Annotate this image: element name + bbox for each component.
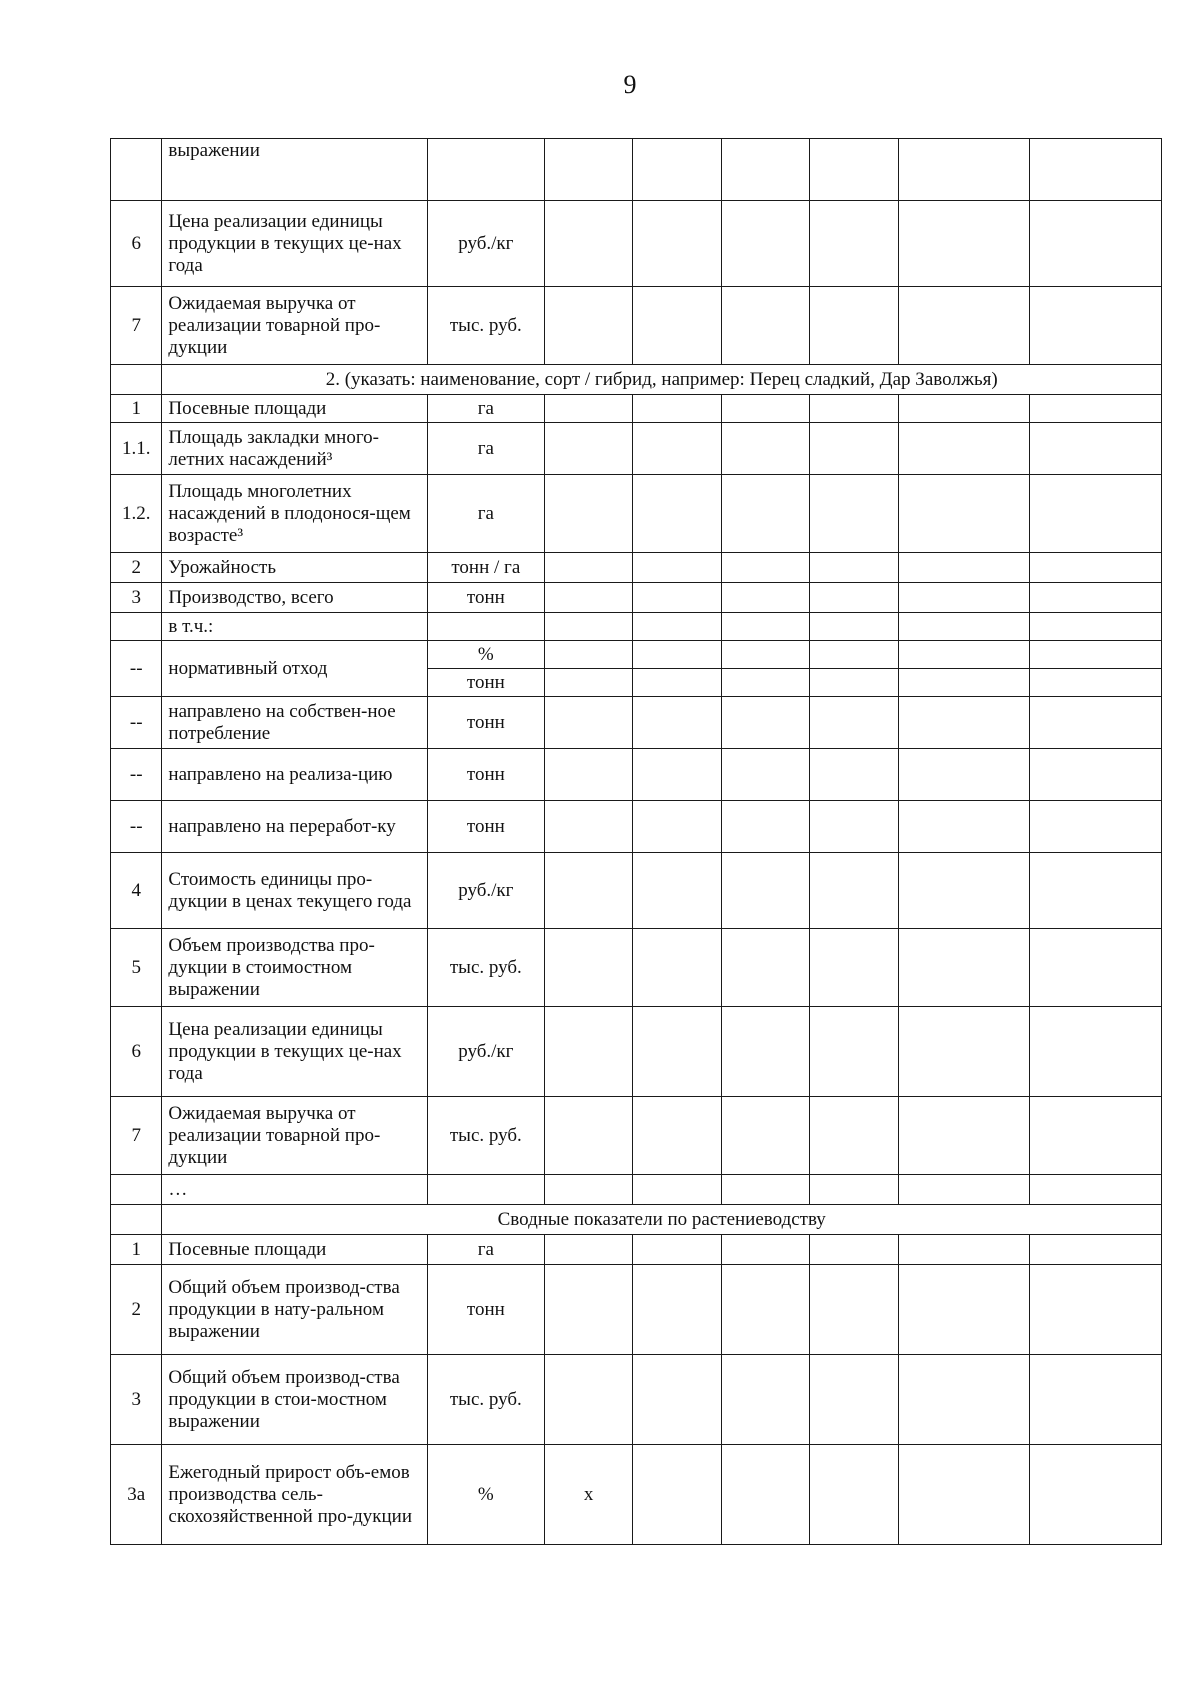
unit-of-measure: тыс. руб. (427, 287, 544, 365)
value-cell (544, 1007, 632, 1097)
row-number: -- (111, 801, 162, 853)
value-cell (810, 553, 898, 583)
value-cell (721, 853, 809, 929)
value-cell (633, 853, 721, 929)
section-title: Сводные показатели по растениеводству (162, 1205, 1162, 1235)
row-number: 3 (111, 583, 162, 613)
indicator-name: … (162, 1175, 427, 1205)
value-cell (633, 641, 721, 669)
value-cell (1030, 1445, 1162, 1545)
value-cell (898, 1445, 1030, 1545)
unit-of-measure: руб./кг (427, 853, 544, 929)
table-row (111, 801, 1162, 853)
value-cell (721, 201, 809, 287)
row-number: -- (111, 749, 162, 801)
value-cell: х (544, 1445, 632, 1545)
value-cell (810, 1445, 898, 1545)
value-cell (544, 139, 632, 201)
indicator-name: Площадь многолетних насаждений в плодонося-щем возрасте³ (162, 475, 427, 553)
row-number: -- (111, 641, 162, 697)
value-cell (633, 613, 721, 641)
value-cell (633, 1007, 721, 1097)
value-cell (810, 641, 898, 669)
value-cell (721, 287, 809, 365)
value-cell (721, 475, 809, 553)
value-cell (544, 749, 632, 801)
unit-of-measure: тонн (427, 697, 544, 749)
value-cell (810, 1007, 898, 1097)
value-cell (810, 853, 898, 929)
value-cell (544, 423, 632, 475)
value-cell (721, 1007, 809, 1097)
indicator-name: Цена реализации единицы продукции в текущих це-нах года (162, 1007, 427, 1097)
value-cell (810, 1355, 898, 1445)
value-cell (721, 641, 809, 669)
value-cell (633, 475, 721, 553)
row-number (111, 613, 162, 641)
row-number: 1.2. (111, 475, 162, 553)
value-cell (810, 139, 898, 201)
value-cell (721, 1445, 809, 1545)
unit-of-measure: га (427, 1235, 544, 1265)
section-title: 2. (указать: наименование, сорт / гибрид, например: Перец сладкий, Дар Заволжья) (162, 365, 1162, 395)
value-cell (898, 583, 1030, 613)
value-cell (544, 287, 632, 365)
indicator-name: направлено на собствен-ное потребление (162, 697, 427, 749)
value-cell (633, 139, 721, 201)
value-cell (633, 749, 721, 801)
indicator-name: Площадь закладки много-летних насаждений³ (162, 423, 427, 475)
indicator-name: Урожайность (162, 553, 427, 583)
row-number: 6 (111, 1007, 162, 1097)
value-cell (721, 1265, 809, 1355)
unit-of-measure: га (427, 395, 544, 423)
value-cell (544, 669, 632, 697)
table-row (111, 1235, 1162, 1265)
unit-of-measure: тонн (427, 801, 544, 853)
value-cell (898, 139, 1030, 201)
row-number: 4 (111, 853, 162, 929)
table-row (111, 641, 1162, 669)
value-cell (721, 583, 809, 613)
row-number-cell (111, 365, 162, 395)
value-cell (633, 553, 721, 583)
value-cell (898, 641, 1030, 669)
table-row (111, 1355, 1162, 1445)
unit-of-measure: тыс. руб. (427, 929, 544, 1007)
row-number: 1 (111, 395, 162, 423)
value-cell (898, 475, 1030, 553)
value-cell (898, 1007, 1030, 1097)
value-cell (544, 1175, 632, 1205)
unit-of-measure: тонн (427, 669, 544, 697)
table-row (111, 553, 1162, 583)
unit-of-measure: % (427, 641, 544, 669)
table-row (111, 395, 1162, 423)
value-cell (633, 583, 721, 613)
table-row (111, 613, 1162, 641)
value-cell (1030, 929, 1162, 1007)
value-cell (721, 613, 809, 641)
value-cell (721, 139, 809, 201)
row-number: 5 (111, 929, 162, 1007)
value-cell (633, 669, 721, 697)
value-cell (810, 287, 898, 365)
value-cell (1030, 853, 1162, 929)
value-cell (721, 553, 809, 583)
value-cell (633, 697, 721, 749)
value-cell (721, 423, 809, 475)
value-cell (544, 641, 632, 669)
row-number (111, 139, 162, 201)
value-cell (810, 1235, 898, 1265)
value-cell (544, 475, 632, 553)
value-cell (633, 1097, 721, 1175)
value-cell (1030, 697, 1162, 749)
table-row (111, 423, 1162, 475)
value-cell (633, 287, 721, 365)
value-cell (721, 1235, 809, 1265)
row-number: 1.1. (111, 423, 162, 475)
indicator-name: в т.ч.: (162, 613, 427, 641)
indicator-name: Общий объем производ-ства продукции в нату-ральном выражении (162, 1265, 427, 1355)
row-number: 3 (111, 1355, 162, 1445)
value-cell (810, 583, 898, 613)
value-cell (810, 1175, 898, 1205)
unit-of-measure: % (427, 1445, 544, 1545)
value-cell (810, 395, 898, 423)
value-cell (721, 749, 809, 801)
value-cell (1030, 1007, 1162, 1097)
value-cell (1030, 395, 1162, 423)
section-row (111, 1205, 1162, 1235)
value-cell (898, 929, 1030, 1007)
row-number (111, 1175, 162, 1205)
value-cell (810, 475, 898, 553)
table-row (111, 201, 1162, 287)
value-cell (544, 1235, 632, 1265)
value-cell (810, 697, 898, 749)
value-cell (810, 1097, 898, 1175)
value-cell (1030, 583, 1162, 613)
indicator-name: направлено на переработ-ку (162, 801, 427, 853)
value-cell (544, 395, 632, 423)
table-row (111, 853, 1162, 929)
value-cell (898, 1175, 1030, 1205)
value-cell (721, 801, 809, 853)
table-row (111, 583, 1162, 613)
value-cell (721, 1355, 809, 1445)
value-cell (898, 287, 1030, 365)
value-cell (1030, 201, 1162, 287)
unit-of-measure: тонн (427, 1265, 544, 1355)
unit-of-measure: га (427, 423, 544, 475)
value-cell (898, 801, 1030, 853)
row-number: 1 (111, 1235, 162, 1265)
value-cell (810, 669, 898, 697)
value-cell (898, 613, 1030, 641)
value-cell (898, 553, 1030, 583)
value-cell (1030, 475, 1162, 553)
value-cell (544, 553, 632, 583)
table-row (111, 1097, 1162, 1175)
value-cell (544, 613, 632, 641)
unit-of-measure (427, 1175, 544, 1205)
value-cell (1030, 749, 1162, 801)
value-cell (633, 423, 721, 475)
value-cell (633, 1265, 721, 1355)
value-cell (810, 201, 898, 287)
table-row (111, 1007, 1162, 1097)
row-number: 7 (111, 1097, 162, 1175)
value-cell (898, 1235, 1030, 1265)
row-number: 2 (111, 553, 162, 583)
value-cell (898, 669, 1030, 697)
value-cell (721, 395, 809, 423)
value-cell (721, 697, 809, 749)
value-cell (1030, 1265, 1162, 1355)
section-row (111, 365, 1162, 395)
value-cell (1030, 613, 1162, 641)
value-cell (633, 395, 721, 423)
indicator-name: направлено на реализа-цию (162, 749, 427, 801)
row-number: -- (111, 697, 162, 749)
value-cell (544, 201, 632, 287)
indicator-name: Цена реализации единицы продукции в текущих це-нах года (162, 201, 427, 287)
indicator-name: Производство, всего (162, 583, 427, 613)
value-cell (1030, 553, 1162, 583)
value-cell (1030, 641, 1162, 669)
row-number: 7 (111, 287, 162, 365)
value-cell (1030, 801, 1162, 853)
value-cell (544, 853, 632, 929)
value-cell (1030, 1097, 1162, 1175)
value-cell (898, 1097, 1030, 1175)
row-number: 6 (111, 201, 162, 287)
value-cell (544, 801, 632, 853)
row-number: 3а (111, 1445, 162, 1545)
table-row (111, 475, 1162, 553)
value-cell (721, 669, 809, 697)
unit-of-measure: руб./кг (427, 201, 544, 287)
unit-of-measure: тонн (427, 583, 544, 613)
value-cell (633, 801, 721, 853)
value-cell (810, 613, 898, 641)
value-cell (898, 201, 1030, 287)
value-cell (898, 1355, 1030, 1445)
indicator-name: Ежегодный прирост объ-емов производства сель-скохозяйственной про-дукции (162, 1445, 427, 1545)
value-cell (1030, 1355, 1162, 1445)
indicator-name: Ожидаемая выручка от реализации товарной про-дукции (162, 1097, 427, 1175)
value-cell (633, 1445, 721, 1545)
table-row (111, 1445, 1162, 1545)
indicator-name: нормативный отход (162, 641, 427, 697)
table-row (111, 749, 1162, 801)
unit-of-measure: тыс. руб. (427, 1097, 544, 1175)
unit-of-measure (427, 613, 544, 641)
value-cell (810, 749, 898, 801)
value-cell (810, 801, 898, 853)
value-cell (633, 1235, 721, 1265)
page-number: 9 (623, 70, 637, 99)
value-cell (898, 395, 1030, 423)
row-number: 2 (111, 1265, 162, 1355)
value-cell (898, 423, 1030, 475)
indicator-name: Посевные площади (162, 395, 427, 423)
value-cell (544, 1265, 632, 1355)
value-cell (1030, 139, 1162, 201)
indicator-name: Объем производства про-дукции в стоимостном выражении (162, 929, 427, 1007)
value-cell (544, 929, 632, 1007)
unit-of-measure: га (427, 475, 544, 553)
table-row (111, 139, 1162, 201)
value-cell (544, 1097, 632, 1175)
value-cell (721, 929, 809, 1007)
value-cell (633, 929, 721, 1007)
indicators-table (110, 138, 1162, 1545)
value-cell (721, 1097, 809, 1175)
table-row (111, 1175, 1162, 1205)
value-cell (544, 583, 632, 613)
table-row (111, 697, 1162, 749)
value-cell (544, 1355, 632, 1445)
unit-of-measure: руб./кг (427, 1007, 544, 1097)
indicator-name: Ожидаемая выручка от реализации товарной про-дукции (162, 287, 427, 365)
value-cell (633, 1355, 721, 1445)
value-cell (898, 853, 1030, 929)
value-cell (1030, 1235, 1162, 1265)
indicator-name: Общий объем производ-ства продукции в стои-мостном выражении (162, 1355, 427, 1445)
table-row (111, 1265, 1162, 1355)
unit-of-measure: тонн (427, 749, 544, 801)
value-cell (633, 201, 721, 287)
table-row (111, 287, 1162, 365)
row-number-cell (111, 1205, 162, 1235)
value-cell (1030, 1175, 1162, 1205)
value-cell (810, 929, 898, 1007)
unit-of-measure (427, 139, 544, 201)
value-cell (898, 749, 1030, 801)
value-cell (898, 1265, 1030, 1355)
value-cell (1030, 669, 1162, 697)
value-cell (810, 1265, 898, 1355)
unit-of-measure: тыс. руб. (427, 1355, 544, 1445)
value-cell (544, 697, 632, 749)
value-cell (1030, 423, 1162, 475)
value-cell (898, 697, 1030, 749)
value-cell (721, 1175, 809, 1205)
table-row (111, 929, 1162, 1007)
indicator-name: Стоимость единицы про-дукции в ценах текущего года (162, 853, 427, 929)
value-cell (810, 423, 898, 475)
value-cell (633, 1175, 721, 1205)
value-cell (1030, 287, 1162, 365)
unit-of-measure: тонн / га (427, 553, 544, 583)
indicator-name: Посевные площади (162, 1235, 427, 1265)
indicator-name: выражении (162, 139, 427, 201)
